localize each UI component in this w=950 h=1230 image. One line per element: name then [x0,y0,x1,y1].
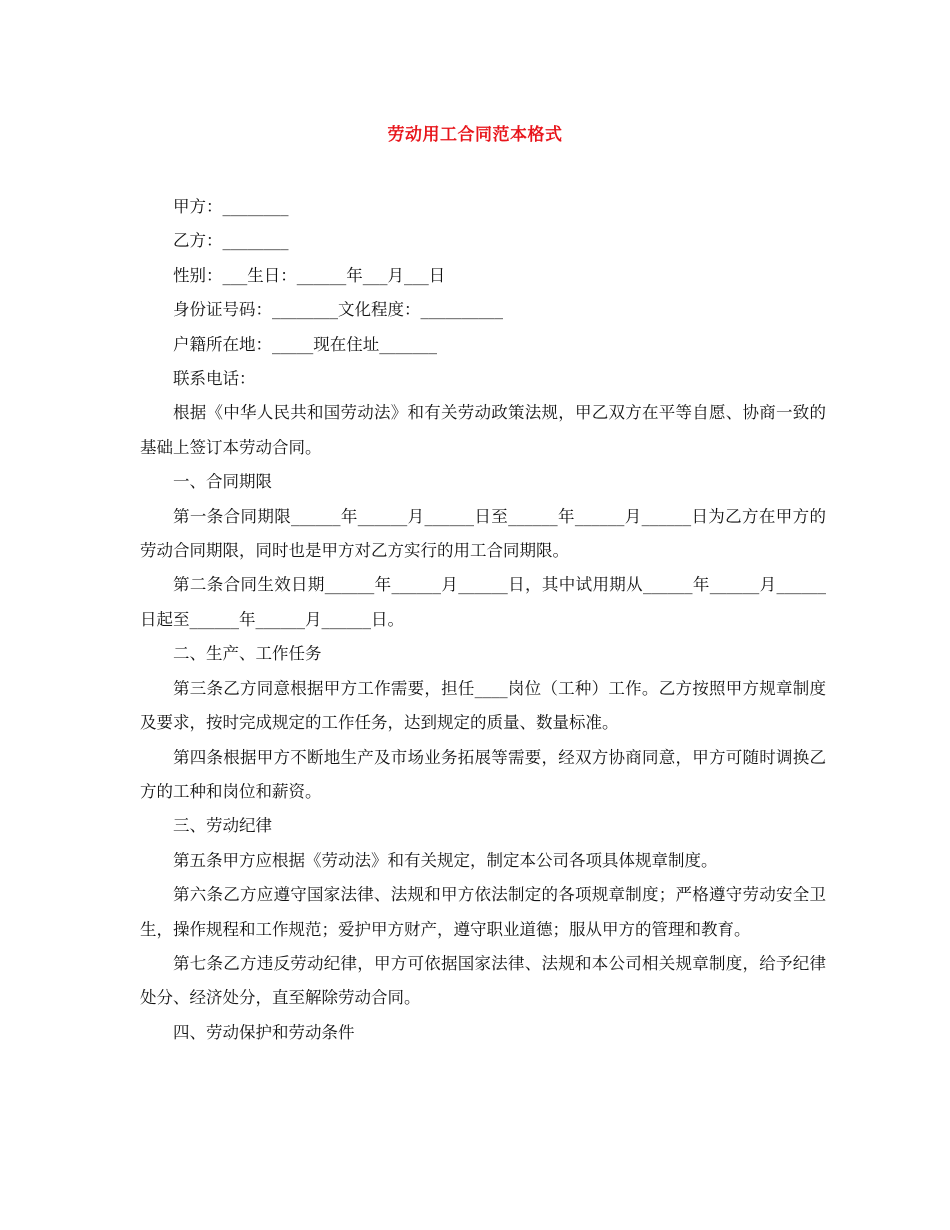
party-b-line: 乙方：________ [173,231,289,251]
id-education-line: 身份证号码：________文化程度：__________ [173,300,503,320]
article-1: 第一条合同期限______年______月______日至______年______月______日为乙方在甲方的劳动合同期限，同时也是甲方对乙方实行的用工合同期限。 [140,506,826,561]
phone-line: 联系电话： [173,369,256,389]
article-5: 第五条甲方应根据《劳动法》和有关规定，制定本公司各项具体规章制度。 [173,850,718,870]
gender-birthday-line: 性别：___生日：______年___月___日 [173,265,446,285]
preamble-paragraph: 根据《中华人民共和国劳动法》和有关劳动政策法规，甲乙双方在平等自愿、协商一致的基础上签订本劳动合同。 [140,403,826,457]
document-title: 劳动用工合同范本格式 [387,125,563,145]
section-heading-term: 一、合同期限 [173,472,272,492]
section-heading-protection: 四、劳动保护和劳动条件 [173,1022,355,1042]
article-6: 第六条乙方应遵守国家法律、法规和甲方依法制定的各项规章制度；严格遵守劳动安全卫生，操作规程和工作规范；爱护甲方财产，遵守职业道德；服从甲方的管理和教育。 [140,885,826,939]
document-body [140,190,826,1050]
party-a-line: 甲方：________ [173,197,289,216]
article-2: 第二条合同生效日期______年______月______日，其中试用期从______年______月______日起至______年______月______日。 [140,575,826,629]
section-heading-tasks: 二、生产、工作任务 [173,644,322,664]
article-4: 第四条根据甲方不断地生产及市场业务拓展等需要，经双方协商同意，甲方可随时调换乙方的工种和岗位和薪资。 [140,747,826,801]
article-3: 第三条乙方同意根据甲方工作需要，担任____岗位（工种）工作。乙方按照甲方规章制度及要求，按时完成规定的工作任务，达到规定的质量、数量标准。 [140,678,826,733]
address-line: 户籍所在地：_____现在住址_______ [173,334,437,354]
article-7: 第七条乙方违反劳动纪律，甲方可依据国家法律、法规和本公司相关规章制度，给予纪律处分、经济处分，直至解除劳动合同。 [140,953,826,1008]
section-heading-discipline: 三、劳动纪律 [173,816,272,836]
